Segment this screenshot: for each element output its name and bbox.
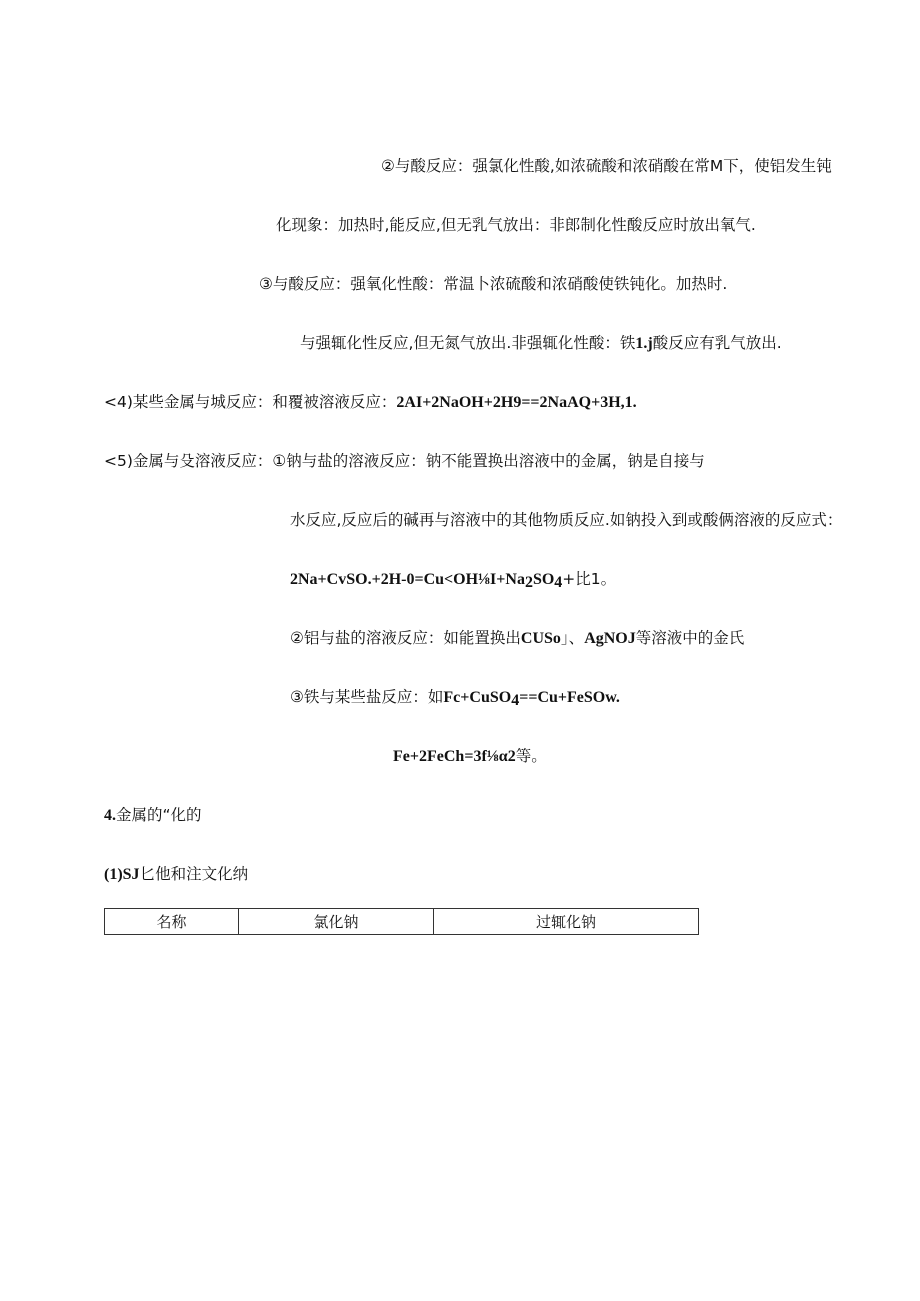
table-header-row	[105, 909, 699, 935]
section-heading-metal-compounds: 4.金属的“化的	[104, 806, 202, 824]
text-line-metal-salt-reaction: <5)金属与殳溶液反应：①钠与盐的溶液反应：钠不能置换出溶液中的金属，钠是自接与	[104, 452, 705, 470]
table-header-cell-sodium-oxide: 氯化钠	[239, 909, 434, 935]
text-line-iron-salt: ③铁与某些盐反应：如Fc+CuSO$_4$==Cu+FeSOw.	[290, 688, 620, 709]
text-line-passivation: 化现象：加热时,能反应,但无乳气放出：非郎制化性酸反应时放出氧气.	[276, 216, 756, 234]
text-line-acid-reaction-aluminum: ②与酸反应：强氯化性酸,如浓硫酸和浓硝酸在常M下，使铝发生钝	[381, 157, 832, 175]
text-line-metal-base-reaction: <4)某些金属与城反应：和覆被溶液反应：2AI+2NaOH+2H9==2NaAQ+3H,1.	[104, 393, 637, 411]
text-line-acid-reaction-iron: ③与酸反应：强氧化性酸：常温卜浓硫酸和浓硝酸使铁钝化。加热时.	[259, 275, 728, 293]
text-line-iron-strong-acid: 与强辄化性反应,但无氮气放出.非强辄化性酸：铁1.j酸反应有乳气放出.	[300, 334, 782, 352]
table-header-cell-sodium-peroxide: 过辄化钠	[434, 909, 699, 935]
comparison-table	[104, 908, 699, 935]
text-line-iron-ferric-equation: Fe+2FeCh=3f⅛α2等。	[393, 747, 547, 765]
text-line-sodium-equation: $2Na+CvSO.+2H-0=Cu<OH\frac{1}{8}I+Na_2SO_4+$比1。	[290, 570, 617, 591]
subsection-heading-sodium-oxides: (1)SJ匕他和注文化纳	[104, 865, 249, 883]
table-header-cell-name: 名称	[105, 909, 239, 935]
text-line-sodium-water: 水反应,反应后的碱再与溶液中的其他物质反应.如钠投入到或酸俩溶液的反应式：	[290, 511, 843, 529]
text-line-aluminum-salt: ②铝与盐的溶液反应：如能置换出CUSo」、AgNOJ等溶液中的金氏	[290, 629, 745, 647]
